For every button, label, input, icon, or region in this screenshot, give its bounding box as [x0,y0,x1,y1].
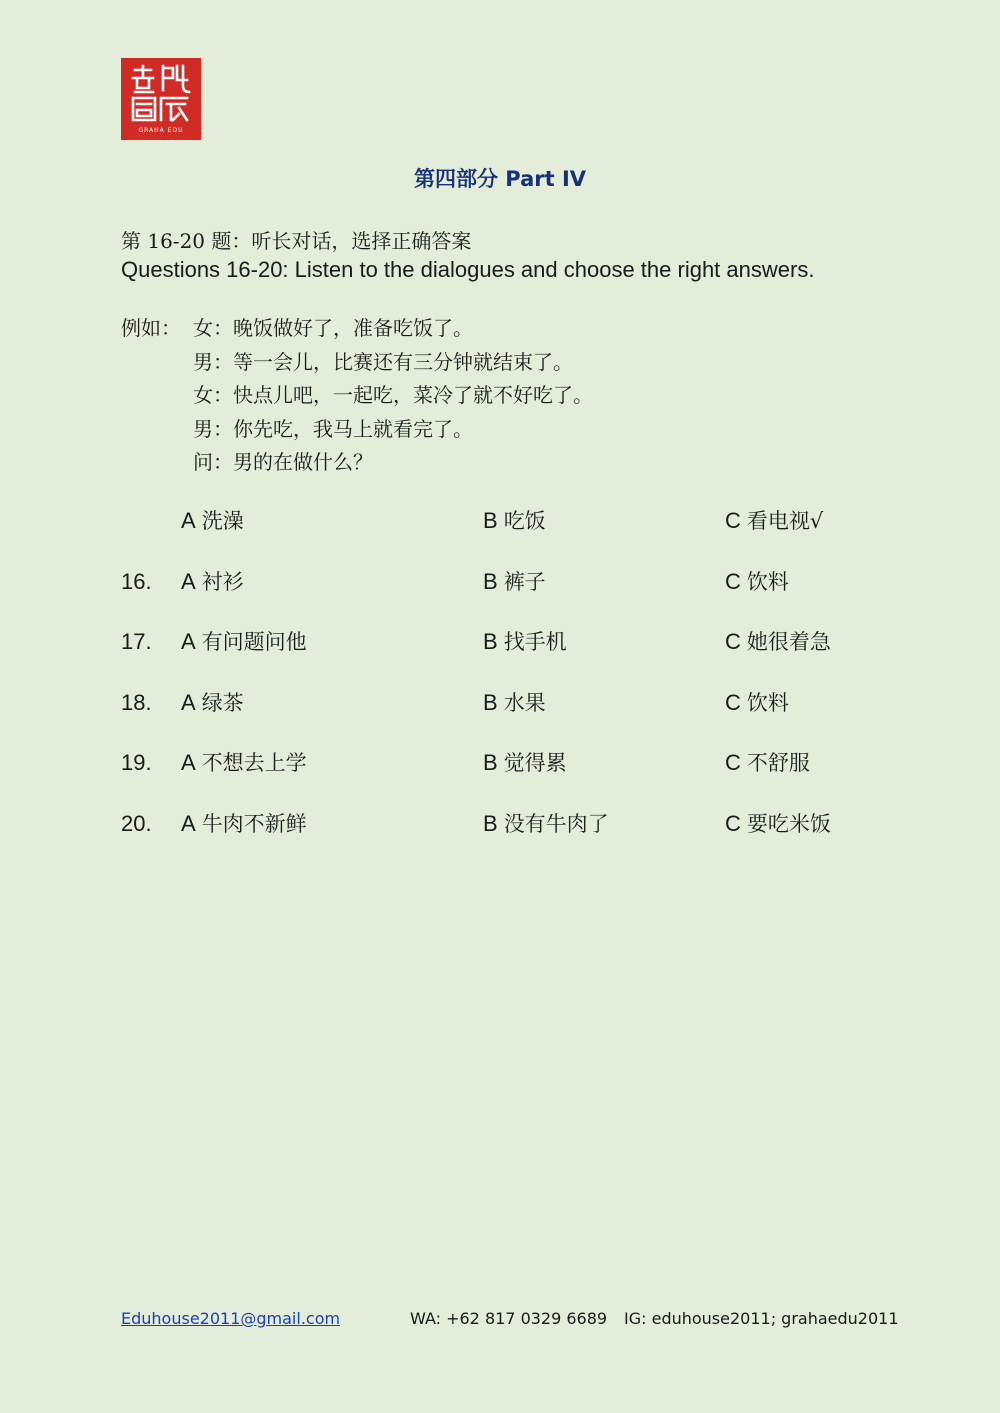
section-title: 第四部分 Part IV [413,167,587,191]
option-text: 洗澡 [201,509,244,533]
option-letter: C [725,689,741,715]
option-text: 衬衫 [201,569,244,594]
option-b [483,687,546,719]
option-text: 水果 [503,690,546,715]
option-letter: C [725,629,741,654]
logo-seal-mark-icon [121,58,201,128]
option-text: 找手机 [503,630,567,654]
option-text: 有问题问他 [201,630,307,654]
footer-instagram: IG: eduhouse2011; grahaedu2011 [624,1309,899,1328]
example-line [121,413,593,447]
option-a [181,505,244,537]
option-text: 觉得累 [503,751,567,775]
graha-edu-logo [121,58,201,140]
option-a [181,626,307,658]
example-line [121,379,593,413]
option-text: 饮料 [746,690,789,715]
example-line [121,446,593,480]
option-letter: B [483,689,498,715]
option-letter: C [725,810,741,836]
example-answer-row [121,505,921,566]
option-text: 她很着急 [746,630,831,654]
option-c [725,626,831,658]
option-letter: C [725,568,741,594]
option-letter: A [181,750,196,775]
question-row [121,626,921,687]
question-number: 17. [121,629,152,654]
option-a [181,566,244,598]
question-row [121,566,921,627]
option-letter: B [483,508,498,533]
question-number: 16. [121,568,152,594]
question-number: 20. [121,810,152,836]
option-b [483,566,546,598]
instructions-english: Questions 16-20: Listen to the dialogues and choose the right answers. [121,257,815,282]
question-row [121,687,921,748]
option-text: 看电视√ [746,509,824,533]
option-letter: B [483,750,498,775]
option-text: 牛肉不新鲜 [201,811,307,836]
option-b [483,626,567,658]
option-c [725,566,789,598]
example-line [121,312,593,346]
option-a [181,687,244,719]
option-letter: A [181,568,196,594]
answer-options [121,505,921,868]
question-row [121,808,921,869]
option-a [181,808,307,840]
option-c [725,747,810,779]
question-number: 18. [121,689,152,715]
example-line-text: 问：男的在做什么？ [193,450,373,474]
option-c [725,687,789,719]
option-c [725,808,831,840]
option-c [725,505,823,537]
example-line [121,346,593,380]
example-line-text: 女：晚饭做好了，准备吃饭了。 [193,316,473,340]
example-line-text: 女：快点儿吧，一起吃，菜冷了就不好吃了。 [193,383,593,407]
example-line-text: 男：等一会儿，比赛还有三分钟就结束了。 [193,349,573,374]
option-b [483,808,609,840]
option-letter: A [181,629,196,654]
option-letter: A [181,508,196,533]
logo-brand-text: GRAHA EDU [138,127,184,134]
question-row [121,747,921,808]
question-number: 19. [121,750,152,775]
option-letter: B [483,568,498,594]
option-letter: A [181,810,196,836]
option-text: 饮料 [746,569,789,594]
option-text: 要吃米饭 [746,811,831,836]
option-b [483,747,567,779]
option-letter: B [483,810,498,836]
example-dialogue [121,312,593,480]
option-a [181,747,307,779]
option-letter: A [181,689,196,715]
option-text: 绿茶 [201,690,244,715]
option-text: 不想去上学 [201,751,307,775]
footer-email-link[interactable]: Eduhouse2011@gmail.com [121,1309,341,1328]
option-text: 没有牛肉了 [503,811,609,836]
option-letter: B [483,629,498,654]
option-text: 不舒服 [746,751,810,775]
option-letter: C [725,750,741,775]
instructions-chinese: 第 16-20 题：听长对话，选择正确答案 [121,229,472,253]
example-label: 例如： [121,316,181,340]
footer-whatsapp: WA: +62 817 0329 6689 [410,1309,608,1328]
option-text: 吃饭 [503,509,546,533]
option-text: 裤子 [503,569,546,594]
option-letter: C [725,508,741,533]
example-line-text: 男：你先吃，我马上就看完了。 [193,416,473,441]
option-b [483,505,546,537]
